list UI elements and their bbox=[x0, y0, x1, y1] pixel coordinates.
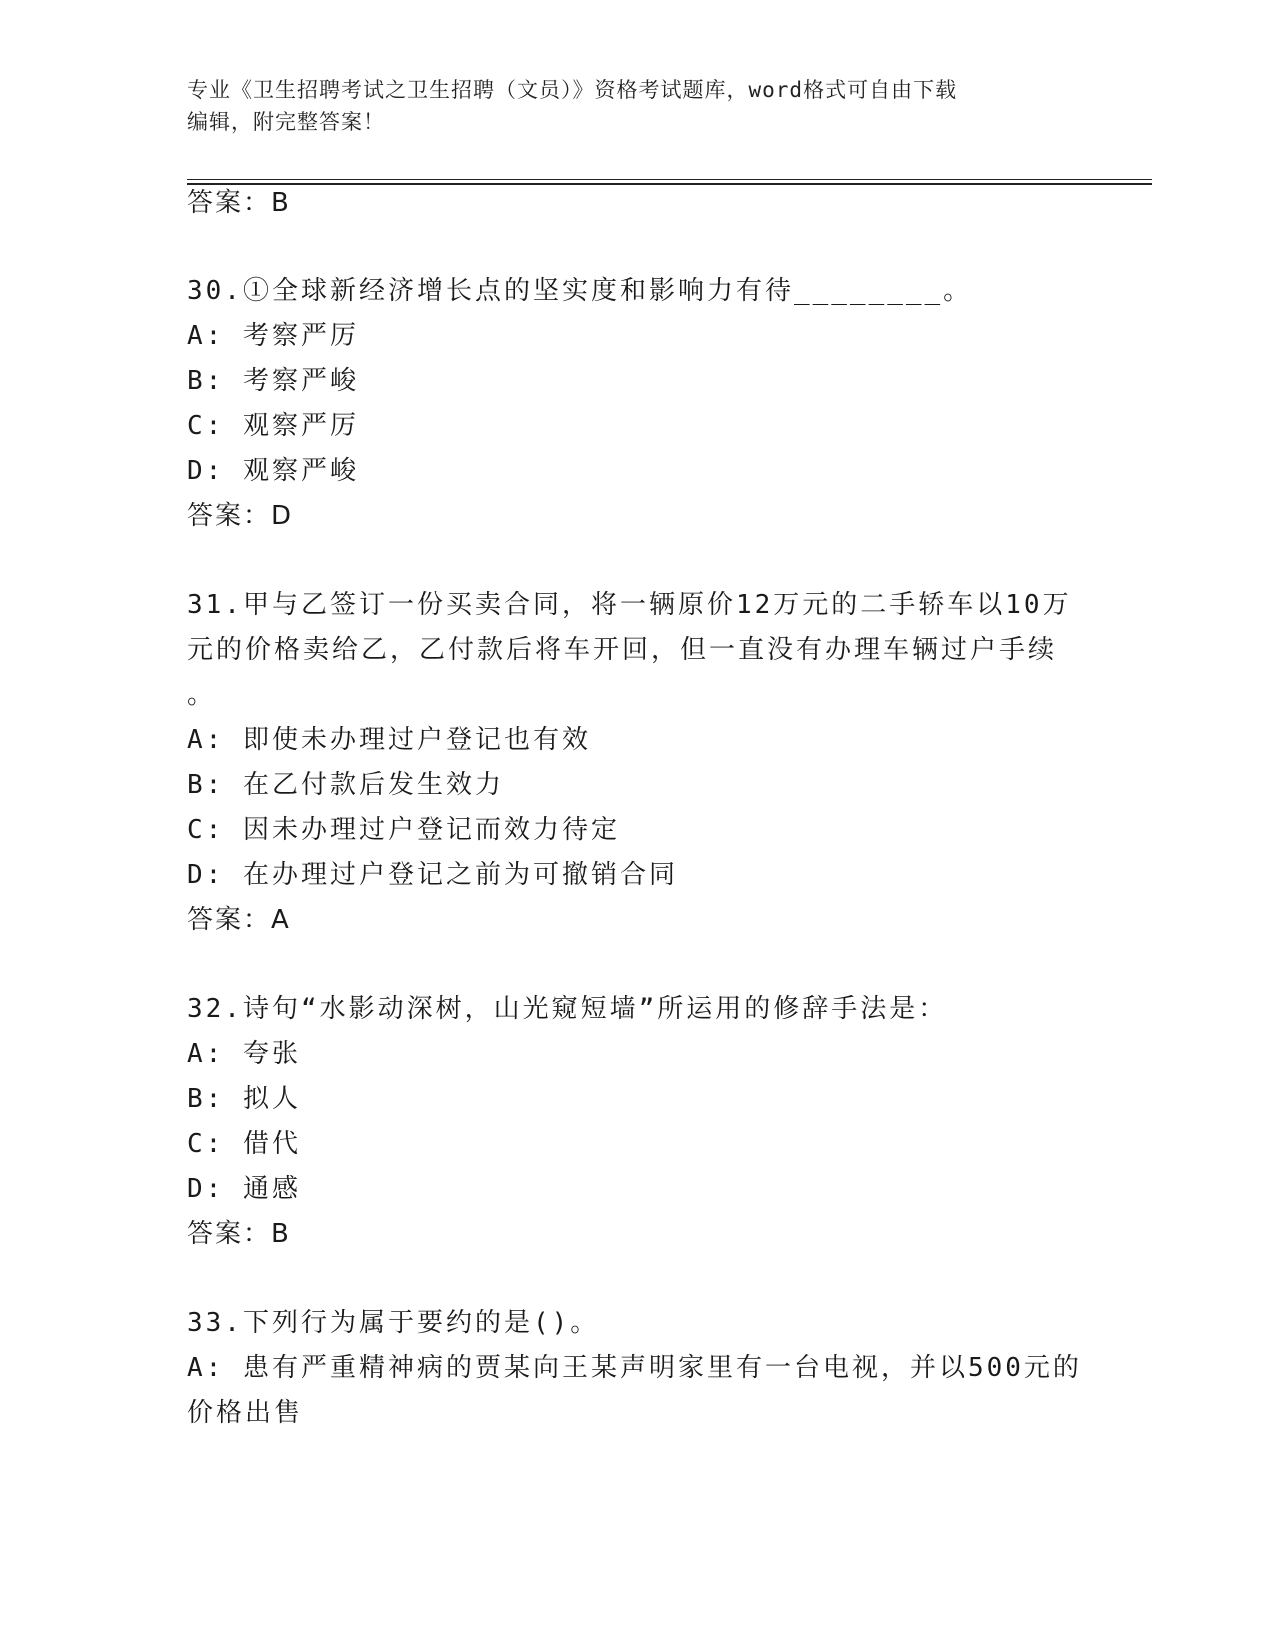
question-31-stem-line-1: 31.甲与乙签订一份买卖合同，将一辆原价12万元的二手轿车以10万 bbox=[187, 590, 1072, 620]
question-32-option-d: D: 通感 bbox=[187, 1174, 301, 1204]
question-31-option-a: A: 即使未办理过户登记也有效 bbox=[187, 725, 591, 755]
question-30-option-a: A: 考察严厉 bbox=[187, 321, 359, 351]
header-line-1: 专业《卫生招聘考试之卫生招聘（文员）》资格考试题库，word格式可自由下载 bbox=[187, 78, 958, 102]
question-32-option-c: C: 借代 bbox=[187, 1129, 301, 1159]
question-32-option-a: A: 夸张 bbox=[187, 1039, 301, 1069]
question-30-option-c: C: 观察严厉 bbox=[187, 411, 359, 441]
question-30-stem: 30.①全球新经济增长点的坚实度和影响力有待________。 bbox=[187, 276, 973, 306]
header-divider-thick bbox=[187, 183, 1152, 185]
question-31-option-c: C: 因未办理过户登记而效力待定 bbox=[187, 815, 620, 845]
question-31-option-b: B: 在乙付款后发生效力 bbox=[187, 770, 504, 800]
document-header bbox=[187, 74, 1067, 138]
question-32-answer: 答案：B bbox=[187, 1219, 291, 1249]
question-30-option-b: B: 考察严峻 bbox=[187, 366, 359, 396]
question-30-answer: 答案：D bbox=[187, 501, 294, 531]
question-31-answer: 答案：A bbox=[187, 905, 291, 935]
header-line-2: 编辑，附完整答案！ bbox=[187, 110, 385, 134]
question-31-stem-line-2: 元的价格卖给乙，乙付款后将车开回，但一直没有办理车辆过户手续 bbox=[187, 635, 1058, 665]
question-33-option-a-line-2: 价格出售 bbox=[187, 1398, 304, 1428]
question-32-stem: 32.诗句“水影动深树，山光窥短墙”所运用的修辞手法是： bbox=[187, 994, 948, 1024]
question-30-option-d: D: 观察严峻 bbox=[187, 456, 359, 486]
question-31-option-d: D: 在办理过户登记之前为可撤销合同 bbox=[187, 860, 678, 890]
question-33-option-a-line-1: A: 患有严重精神病的贾某向王某声明家里有一台电视，并以500元的 bbox=[187, 1353, 1082, 1383]
question-33-stem: 33.下列行为属于要约的是()。 bbox=[187, 1308, 600, 1338]
previous-answer: 答案：B bbox=[187, 188, 291, 218]
question-31-stem-line-3: 。 bbox=[187, 680, 217, 710]
header-divider-thin bbox=[187, 179, 1152, 180]
question-32-option-b: B: 拟人 bbox=[187, 1084, 301, 1114]
